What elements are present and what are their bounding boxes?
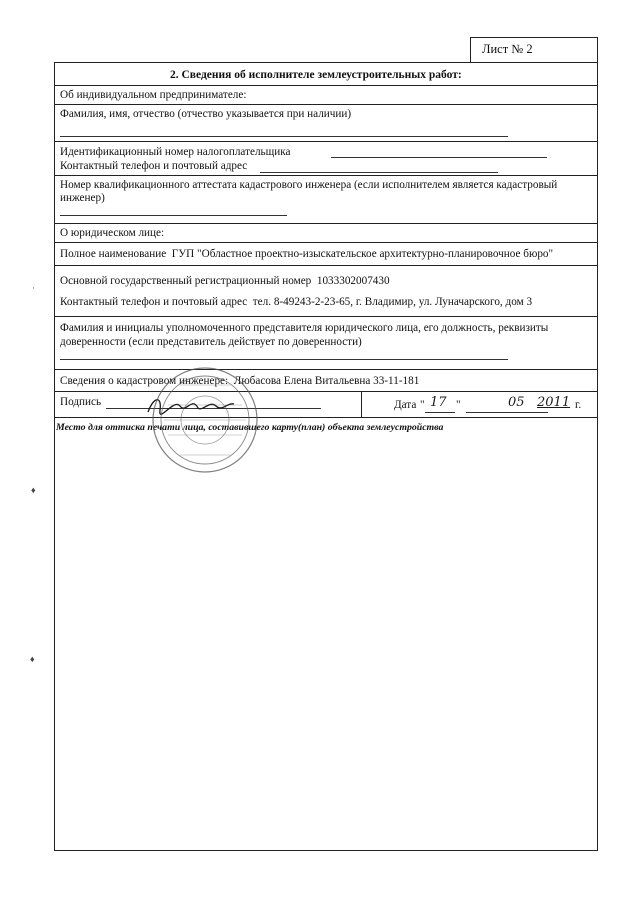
fio-label: Фамилия, имя, отчество (отчество указывается при наличии) xyxy=(60,108,352,120)
ogrn-value: 1033302007430 xyxy=(316,275,390,287)
inn-field[interactable] xyxy=(331,157,547,158)
legal-contact-value: тел. 8-49243-2-23-65, г. Владимир, ул. Луначарского, дом 3 xyxy=(252,296,533,308)
full-name-label: Полное наименование xyxy=(60,248,167,260)
representative-field[interactable] xyxy=(60,359,508,360)
cert-label-cont: инженер) xyxy=(60,192,105,204)
margin-mark: · xyxy=(32,283,35,293)
legal-heading: О юридическом лице: xyxy=(60,227,165,239)
signature-date-separator xyxy=(361,391,362,417)
cert-field[interactable] xyxy=(60,215,287,216)
divider xyxy=(54,265,597,266)
divider xyxy=(54,242,597,243)
divider xyxy=(54,316,597,317)
margin-mark: ♦ xyxy=(31,485,36,495)
divider xyxy=(54,417,597,418)
individual-contact-label: Контактный телефон и почтовый адрес xyxy=(60,160,248,172)
date-day: 17 xyxy=(430,395,447,410)
round-stamp xyxy=(150,365,260,475)
divider xyxy=(54,104,597,105)
divider xyxy=(54,85,597,86)
divider xyxy=(54,175,597,176)
sheet-number: Лист № 2 xyxy=(482,42,533,56)
date-day-line xyxy=(425,412,455,413)
full-name-row xyxy=(60,248,553,261)
legal-contact-label: Контактный телефон и почтовый адрес xyxy=(60,296,248,308)
fio-field[interactable] xyxy=(60,136,508,137)
date-quote-open: " xyxy=(420,399,425,411)
date-month: 05 xyxy=(508,395,525,410)
divider xyxy=(54,141,597,142)
representative-label: Фамилия и инициалы уполномоченного представителя юридического лица, его должность, реквизиты xyxy=(60,322,549,334)
signature-label: Подпись xyxy=(60,396,102,408)
ogrn-row xyxy=(60,275,390,288)
section-title: 2. Сведения об исполнителе землеустроительных работ: xyxy=(170,69,462,81)
representative-label-cont: доверенности (если представитель действует по доверенности) xyxy=(60,336,362,348)
ogrn-label: Основной государственный регистрационный номер xyxy=(60,275,312,287)
legal-contact-row xyxy=(60,296,532,309)
stamp-place-label: Место для оттиска печати лица, составившего карту(план) объекта землеустройства xyxy=(56,422,444,433)
divider xyxy=(54,223,597,224)
date-label: Дата xyxy=(394,399,417,411)
date-month-line xyxy=(466,412,548,413)
divider xyxy=(54,369,597,370)
individual-heading: Об индивидуальном предпринимателе: xyxy=(60,89,247,101)
individual-contact-field[interactable] xyxy=(260,172,498,173)
date-quote-close: " xyxy=(456,399,461,411)
margin-mark: ♦ xyxy=(30,654,35,664)
cert-label: Номер квалификационного аттестата кадастрового инженера (если исполнителем является кадастровый xyxy=(60,179,558,191)
inn-label: Идентификационный номер налогоплательщика xyxy=(60,146,291,158)
divider xyxy=(54,391,597,392)
engineer-value: Любасова Елена Витальевна 33-11-181 xyxy=(233,375,420,387)
date-year-suffix: г. xyxy=(575,399,582,411)
engineer-label: Сведения о кадастровом инженере: xyxy=(60,375,229,387)
date-year: 2011 xyxy=(537,395,571,410)
full-name-value: ГУП "Областное проектно-изыскательское архитектурно-планировочное бюро" xyxy=(171,248,554,260)
